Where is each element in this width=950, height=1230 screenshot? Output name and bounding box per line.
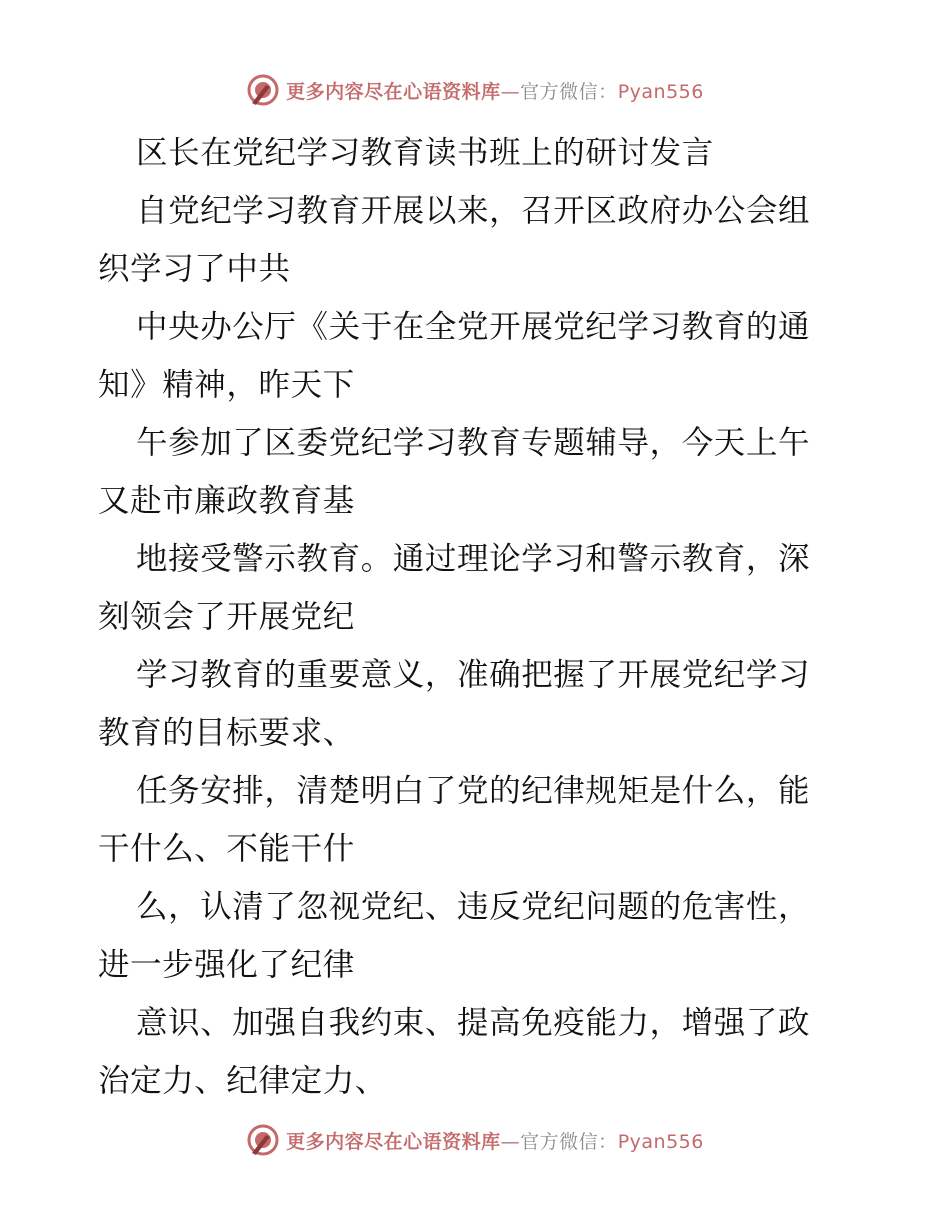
paragraph-line: 治定力、纪律定力、 (98, 1063, 387, 1099)
paragraph-line: 进一步强化了纪律 (98, 947, 355, 983)
paragraph-line: 中央办公厅《关于在全党开展党纪学习教育的通 (136, 309, 811, 345)
watermark-dash: — (500, 80, 521, 103)
watermark-dash: — (500, 1130, 521, 1153)
paragraph-line: 自党纪学习教育开展以来，召开区政府办公会组 (136, 193, 811, 229)
watermark-label: 官方微信： (520, 1130, 618, 1153)
watermark-id: Pyan556 (617, 1130, 704, 1153)
paragraph-line: 教育的目标要求、 (98, 715, 355, 751)
watermark-label: 官方微信： (520, 80, 618, 103)
paragraph-line: 刻领会了开展党纪 (98, 599, 355, 635)
pen-logo-icon (246, 73, 280, 107)
paragraph-line: 午参加了区委党纪学习教育专题辅导，今天上午 (136, 425, 811, 461)
paragraph-line: 任务安排，清楚明白了党的纪律规矩是什么，能 (136, 773, 811, 809)
paragraph-line: 学习教育的重要意义，准确把握了开展党纪学习 (136, 657, 811, 693)
paragraph-line: 意识、加强自我约束、提高免疫能力，增强了政 (136, 1005, 811, 1041)
paragraph-line: 地接受警示教育。通过理论学习和警示教育，深 (136, 541, 811, 577)
paragraph-line: 么，认清了忽视党纪、违反党纪问题的危害性， (136, 889, 811, 925)
watermark-id: Pyan556 (617, 80, 704, 103)
header-watermark (0, 70, 950, 110)
footer-watermark (0, 1120, 950, 1160)
watermark-brand: 更多内容尽在心语资料库 (286, 80, 501, 103)
pen-logo-icon (246, 1123, 280, 1157)
watermark-brand: 更多内容尽在心语资料库 (286, 1130, 501, 1153)
paragraph-line: 又赴市廉政教育基 (98, 483, 355, 519)
paragraph-line: 干什么、不能干什 (98, 831, 355, 867)
document-title: 区长在党纪学习教育读书班上的研讨发言 (136, 135, 714, 171)
paragraph-line: 知》精神，昨天下 (98, 367, 355, 403)
document-body (98, 124, 858, 1110)
paragraph-line: 织学习了中共 (98, 251, 291, 287)
